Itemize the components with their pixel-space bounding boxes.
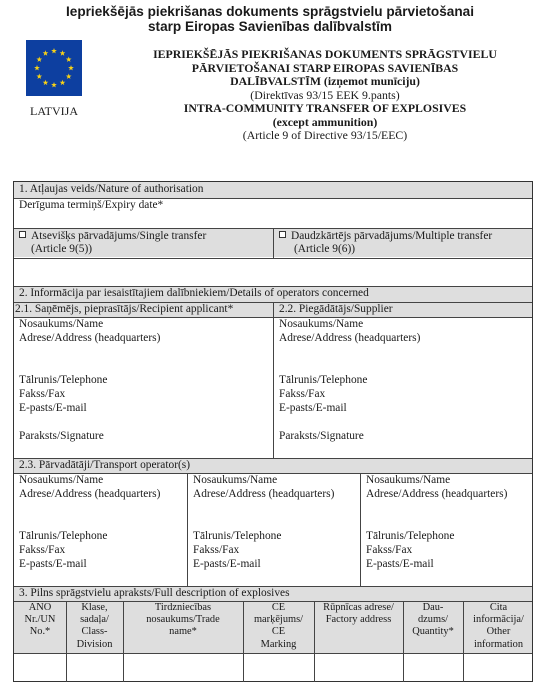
supplier-signature-field[interactable]: Paraksts/Signature bbox=[279, 430, 364, 442]
column-header-line: No.* bbox=[29, 626, 51, 638]
expiry-date-field[interactable]: Derīguma termiņš/Expiry date* bbox=[19, 199, 164, 211]
single-transfer-label: Atsevišķs pārvadājums/Single transfer bbox=[31, 230, 207, 242]
section2-title: 2. Informācija par iesaistītajiem dalībniekiem/Details of operators concerned bbox=[19, 287, 369, 299]
supplier-fax-field[interactable]: Fakss/Fax bbox=[279, 388, 326, 400]
transport-1-name-field[interactable]: Nosaukums/Name bbox=[19, 474, 104, 486]
description-column-header-3 bbox=[123, 602, 243, 639]
transport-2-name-field[interactable]: Nosaukums/Name bbox=[193, 474, 278, 486]
description-cell-6[interactable] bbox=[403, 654, 463, 682]
column-header-line: CE bbox=[271, 602, 286, 613]
supplier-name-field[interactable]: Nosaukums/Name bbox=[279, 318, 364, 330]
description-cell-5[interactable] bbox=[314, 654, 403, 682]
transport-2-email-field[interactable]: E-pasts/E-mail bbox=[193, 558, 261, 570]
description-column-header-4 bbox=[243, 602, 314, 651]
column-header-line: Nr./UN bbox=[24, 614, 56, 626]
heading-en-line1: INTRA-COMMUNITY TRANSFER OF EXPLOSIVES bbox=[183, 101, 467, 115]
transport-3-fax-field[interactable]: Fakss/Fax bbox=[366, 544, 413, 556]
column-header-line: Rūpnīcas adrese/ bbox=[323, 602, 394, 613]
supplier-address-field[interactable]: Adrese/Address (headquarters) bbox=[279, 332, 421, 344]
recipient-signature-field[interactable]: Paraksts/Signature bbox=[19, 430, 104, 442]
heading-lv-directive: (Direktīvas 93/15 EEK 9.pants) bbox=[250, 87, 400, 102]
top-title-line1: Iepriekšējās piekrišanas dokuments sprāgstvielu pārvietošanai bbox=[66, 4, 474, 19]
column-header-line: nosaukums/Trade bbox=[146, 614, 220, 626]
heading-en-directive: (Article 9 of Directive 93/15/EEC) bbox=[242, 128, 408, 142]
description-cell-2[interactable] bbox=[66, 654, 123, 682]
multiple-transfer-checkbox[interactable] bbox=[279, 231, 286, 238]
column-header-line: Other bbox=[486, 626, 511, 638]
heading-lv-line3: DALĪBVALSTĪM (izņemot munīciju) bbox=[230, 74, 420, 88]
top-title-line2: starp Eiropas Savienības dalībvalstīm bbox=[147, 19, 393, 34]
recipient-telephone-field[interactable]: Tālrunis/Telephone bbox=[19, 374, 108, 386]
description-column-header-7 bbox=[463, 602, 534, 651]
description-cell-4[interactable] bbox=[243, 654, 314, 682]
supplier-email-field[interactable]: E-pasts/E-mail bbox=[279, 402, 347, 414]
single-transfer-checkbox[interactable] bbox=[19, 231, 26, 238]
column-header-line: Quantity* bbox=[412, 626, 454, 638]
transport-2-telephone-field[interactable]: Tālrunis/Telephone bbox=[193, 530, 282, 542]
heading-lv-line2: PĀRVIETOŠANAI STARP EIROPAS SAVIENĪBAS bbox=[191, 60, 459, 75]
column-header-line: Cita bbox=[489, 602, 508, 613]
eu-flag-icon bbox=[26, 40, 82, 96]
recipient-title: 2.1. Saņēmējs, pieprasītājs/Recipient applicant* bbox=[15, 303, 234, 315]
transport-3-telephone-field[interactable]: Tālrunis/Telephone bbox=[366, 530, 455, 542]
transport-3-address-field[interactable]: Adrese/Address (headquarters) bbox=[366, 488, 508, 500]
eu-stars-icon bbox=[26, 40, 82, 96]
column-header-line: Factory address bbox=[325, 614, 392, 626]
column-header-line: marķējums/ bbox=[253, 614, 304, 626]
recipient-email-field[interactable]: E-pasts/E-mail bbox=[19, 402, 87, 414]
country-name: LATVIJA bbox=[30, 104, 78, 118]
transport-1-address-field[interactable]: Adrese/Address (headquarters) bbox=[19, 488, 161, 500]
heading-en-line2: (except ammunition) bbox=[272, 114, 378, 129]
recipient-address-field[interactable]: Adrese/Address (headquarters) bbox=[19, 332, 161, 344]
description-column-header-5 bbox=[314, 602, 403, 626]
form-table bbox=[13, 181, 533, 682]
transport-1-telephone-field[interactable]: Tālrunis/Telephone bbox=[19, 530, 108, 542]
description-column-header-2 bbox=[66, 602, 123, 651]
transport-1-email-field[interactable]: E-pasts/E-mail bbox=[19, 558, 87, 570]
transport-3-email-field[interactable]: E-pasts/E-mail bbox=[366, 558, 434, 570]
column-header-line: information bbox=[473, 638, 524, 650]
description-column-header-1 bbox=[14, 602, 66, 639]
multiple-transfer-label: Daudzkārtējs pārvadājums/Multiple transfer bbox=[291, 230, 493, 242]
heading-lv bbox=[120, 48, 530, 143]
column-header-line: ANO bbox=[28, 602, 52, 613]
section3-title: 3. Pilns sprāgstvielu apraksts/Full description of explosives bbox=[19, 587, 290, 599]
column-header-line: CE bbox=[271, 626, 286, 638]
column-header-line: sadaļa/ bbox=[80, 614, 109, 626]
single-transfer-option[interactable] bbox=[19, 230, 206, 244]
transport-1-fax-field[interactable]: Fakss/Fax bbox=[19, 544, 66, 556]
description-column-header-6 bbox=[403, 602, 463, 639]
transport-2-address-field[interactable]: Adrese/Address (headquarters) bbox=[193, 488, 335, 500]
supplier-telephone-field[interactable]: Tālrunis/Telephone bbox=[279, 374, 368, 386]
transport-2-fax-field[interactable]: Fakss/Fax bbox=[193, 544, 240, 556]
column-header-line: Division bbox=[76, 638, 113, 650]
recipient-fax-field[interactable]: Fakss/Fax bbox=[19, 388, 66, 400]
column-header-line: Klase, bbox=[81, 602, 108, 613]
supplier-title: 2.2. Piegādātājs/Supplier bbox=[279, 303, 393, 315]
column-header-line: informācija/ bbox=[473, 614, 524, 626]
heading-lv-line1: IEPRIEKŠĒJĀS PIEKRIŠANAS DOKUMENTS SPRĀGSTVIELU bbox=[153, 47, 497, 61]
transport-3-name-field[interactable]: Nosaukums/Name bbox=[366, 474, 451, 486]
column-header-line: Marking bbox=[260, 638, 297, 650]
description-cell-7[interactable] bbox=[463, 654, 534, 682]
column-header-line: Tirdzniecības bbox=[154, 602, 212, 613]
multiple-transfer-article: (Article 9(6)) bbox=[294, 243, 356, 255]
single-transfer-article: (Article 9(5)) bbox=[31, 243, 93, 255]
transport-operators-title: 2.3. Pārvadātāji/Transport operator(s) bbox=[19, 459, 191, 471]
column-header-line: Dau- bbox=[422, 602, 444, 613]
column-header-line: dzums/ bbox=[417, 614, 448, 626]
column-header-line: Class- bbox=[81, 626, 108, 638]
section1-title: 1. Atļaujas veids/Nature of authorisation bbox=[19, 183, 204, 195]
recipient-name-field[interactable]: Nosaukums/Name bbox=[19, 318, 104, 330]
description-cell-1[interactable] bbox=[14, 654, 66, 682]
multiple-transfer-option[interactable] bbox=[279, 230, 492, 244]
description-cell-3[interactable] bbox=[123, 654, 243, 682]
column-header-line: name* bbox=[169, 626, 197, 638]
document-top-title bbox=[0, 4, 540, 34]
